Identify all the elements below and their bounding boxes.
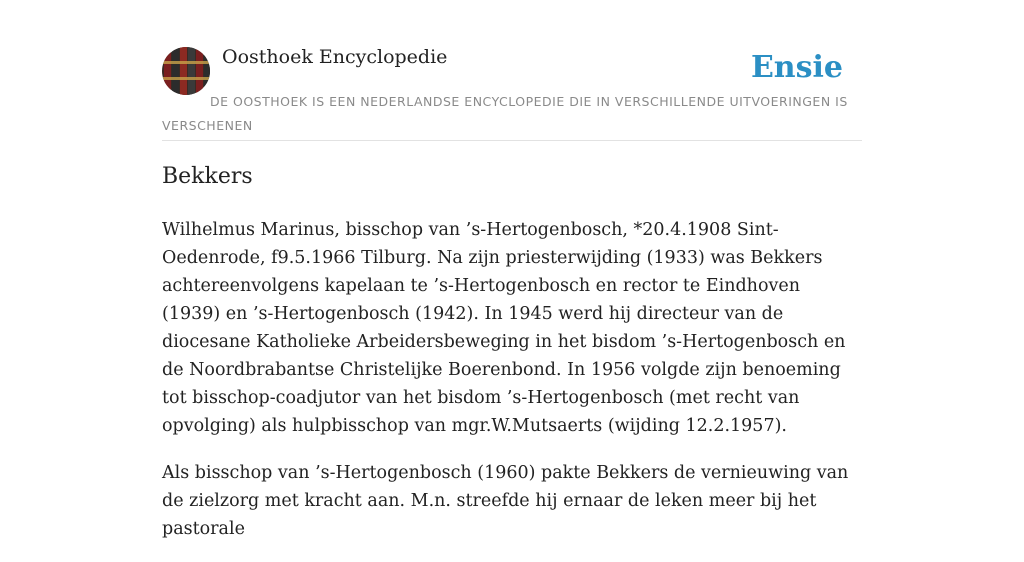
- article-paragraph: Wilhelmus Marinus, bisschop van ’s-Hertogenbosch, *20.4.1908 Sint-Oedenrode, f9.5.1966 Tilburg. Na zijn priesterwijding (1933) was Bekkers achtereenvolgens kapelaan te ’s-Hertogenbosch en rector te Eindhoven (1939) en ’s-Hertogenbosch (1942). In 1945 werd hij directeur van de diocesane Katholieke Arbeidersbeweging in het bisdom ’s-Hertogenbosch en de Noordbrabantse Christelijke Boerenbond. In 1956 volgde zijn benoeming tot bisschop-coadjutor van het bisdom ’s-Hertogenbosch (met recht van opvolging) als hulpbisschop van mgr.W.Mutsaerts (wijding 12.2.1957).: [162, 220, 846, 436]
- site-header: [162, 0, 862, 141]
- page: [162, 0, 862, 539]
- encyclopedia-books-icon[interactable]: [162, 47, 210, 95]
- article-title: Bekkers: [162, 164, 253, 189]
- article-body: [162, 216, 862, 562]
- site-tagline: DE OOSTHOEK IS EEN NEDERLANDSE ENCYCLOPEDIE DIE IN VERSCHILLENDE UITVOERINGEN IS VERSCHENEN: [162, 94, 848, 133]
- ensie-logo-link[interactable]: Ensie: [750, 50, 843, 85]
- site-title-link[interactable]: Oosthoek Encyclopedie: [222, 46, 448, 68]
- article-paragraph: Als bisschop van ’s-Hertogenbosch (1960) pakte Bekkers de vernieuwing van de zielzorg met kracht aan. M.n. streefde hij ernaar de leken meer bij het pastorale: [162, 463, 849, 539]
